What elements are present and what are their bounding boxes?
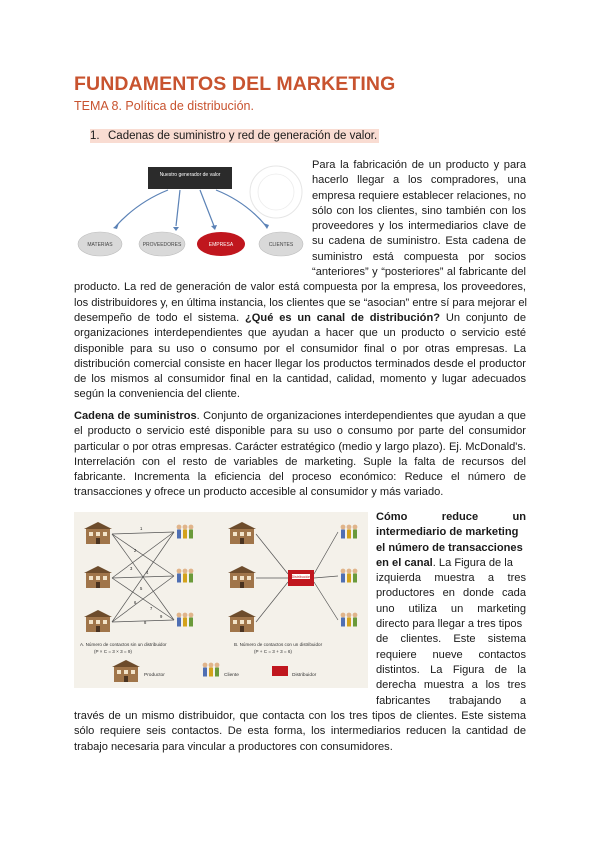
- text-line: directo para llegar a tres tipos: [376, 618, 523, 631]
- caption-right: B. Número de contactos con un distribuidor: [234, 642, 323, 647]
- text-run: desempeño de todo el sistema.: [74, 311, 240, 324]
- question-heading: ¿Qué es un canal de distribución?: [245, 311, 441, 324]
- contact-line: [256, 582, 288, 622]
- contact-line: [256, 534, 288, 574]
- text-line: el producto o servicio esté disponible para su uso o consumo por parte del consumidor: [74, 425, 526, 438]
- formula-left: (P × C = 3 × 3 = 9): [94, 649, 132, 654]
- contact-number: 1: [140, 526, 143, 531]
- producer-icon: [84, 522, 112, 544]
- customer-icon: [341, 613, 358, 627]
- node-clientes-label: CLIENTES: [268, 242, 294, 248]
- arrow-3: [200, 190, 214, 226]
- contact-number: 4: [146, 570, 149, 575]
- intermediary-contacts-diagram: [74, 512, 368, 688]
- legend-customer: Cliente: [224, 673, 239, 678]
- formula-right: (P + C = 3 + 3 = 6): [254, 649, 292, 654]
- text-line: transacciones y ofrece un producto accesible al consumidor y más variado.: [74, 486, 444, 499]
- text-line: proveedores y los intermediarios clave de: [312, 220, 526, 233]
- producer-icon: [228, 522, 256, 544]
- text-line: productores en donde cada: [376, 587, 526, 600]
- contact-line: [112, 532, 174, 578]
- arrowhead-3: [211, 225, 217, 230]
- text-line: distribución comercial consiste en hacer llegar los productos terminados desde el productor: [74, 357, 526, 370]
- text-line: Interrelación con el resto de variables de marketing. Suple la falta de recursos del: [74, 455, 526, 468]
- page-title: FUNDAMENTOS DEL MARKETING: [74, 73, 396, 95]
- legend-distributor-icon: [272, 666, 288, 676]
- node-materias-label: MATERIAS: [87, 242, 113, 248]
- customer-icon: [177, 569, 194, 583]
- node-empresa-label: EMPRESA: [208, 242, 234, 248]
- text-line: intermediario de marketing: [376, 526, 519, 539]
- text-run: . Conjunto de organizaciones interdependientes que ayudan a que: [196, 410, 526, 422]
- direct-contact-lines: [112, 532, 174, 622]
- text-line: producto. La red de generación de valor está compuesta por la empresa, los proveedores,: [74, 281, 526, 294]
- text-line: particular o por otras empresas. Carácter estratégico (medio y largo plazo). Ej. McDonald's.: [74, 440, 526, 453]
- section-heading: [90, 129, 379, 143]
- text-line: sólo requiere seis contactos. De esta forma, los intermediarios reducen la cantidad de: [74, 725, 526, 738]
- page-subtitle: TEMA 8. Política de distribución.: [74, 99, 254, 113]
- text-line: [74, 409, 526, 424]
- text-line: distintos. La Figura de la: [376, 663, 526, 676]
- contact-number: 7: [150, 606, 153, 611]
- text-line: los distribuidores y, en última instancia, los clientes que se “asocian” entre sí para mejorar el: [74, 296, 528, 309]
- contact-number: 9: [160, 614, 163, 619]
- intro-paragraph-wrap: [312, 158, 526, 280]
- value-generator-label: Nuestro generador de valor: [159, 172, 221, 178]
- contact-line: [112, 576, 174, 622]
- contact-line: [112, 620, 174, 622]
- customer-icon: [177, 613, 194, 627]
- text-line: sólo con los clientes, sino también con los: [312, 204, 526, 217]
- text-line: hacerlo llegar a los compradores, una: [312, 174, 526, 187]
- customer-icon: [341, 569, 358, 583]
- contact-number: 8: [144, 620, 147, 625]
- text-run: . La Figura de la: [432, 556, 513, 569]
- contact-number: 3: [130, 566, 133, 571]
- legend-producer: Productor: [144, 673, 165, 678]
- arrowhead-2: [173, 227, 179, 231]
- intermediary-paragraph-wrap: [376, 510, 526, 709]
- value-generator-box: [148, 167, 232, 189]
- text-line: requiere nueve contactos: [376, 648, 526, 661]
- contact-line: [314, 576, 338, 578]
- section-number: 1.: [90, 130, 100, 142]
- text-line: Para la fabricación de un producto y para: [312, 159, 526, 171]
- contact-line: [314, 532, 338, 574]
- contact-numbers: [130, 526, 163, 625]
- text-line: uno utiliza un marketing: [376, 602, 526, 615]
- text-line: [74, 311, 526, 326]
- text-line: fabricantes trabajando a: [376, 694, 526, 707]
- legend-distributor: Distribuidor: [292, 673, 317, 678]
- contact-number: 5: [140, 586, 143, 591]
- text-line: Cómo reduce un: [376, 511, 526, 523]
- legend-producer-icon: [112, 660, 140, 682]
- text-run: Un conjunto de: [445, 311, 526, 324]
- arrow-2: [176, 190, 180, 226]
- arrowhead-1: [113, 223, 119, 229]
- figure-legend: [112, 660, 317, 682]
- intermediary-paragraph-full: [74, 709, 526, 755]
- left-panel: [80, 522, 193, 654]
- text-line: derecha muestra a los tres: [376, 679, 526, 692]
- producer-icon: [84, 610, 112, 632]
- text-line: su cadena de suministro. Esta cadena de: [312, 235, 526, 248]
- contact-line: [112, 532, 174, 622]
- supply-chain-paragraph: [74, 409, 526, 501]
- customer-icon: [177, 525, 194, 539]
- section-title: Cadenas de suministro y red de generación de valor.: [108, 130, 378, 142]
- watermark-seal-inner: [258, 174, 294, 210]
- producer-icon: [84, 566, 112, 588]
- producer-icon: [228, 566, 256, 588]
- contact-number: 6: [134, 600, 137, 605]
- text-line: suministro está compuesta por socios: [312, 250, 526, 263]
- text-line: disponible para su uso o consumo por el consumidor final o por otras empresas. La: [74, 342, 526, 355]
- arrow-1: [116, 190, 168, 226]
- customer-icon: [341, 525, 358, 539]
- text-line: según la conveniencia del cliente.: [74, 388, 240, 401]
- text-line: izquierda muestra a tres: [376, 572, 526, 585]
- arrowheads: [113, 223, 269, 231]
- text-line: “anteriores” y “posteriores” al fabricante del: [312, 266, 526, 279]
- text-line: trabajo necesaria para vincular a productores con consumidores.: [74, 740, 393, 753]
- producer-icon: [228, 610, 256, 632]
- text-line: través de un mismo distribuidor, que contacta con los tres tipos de clientes. Este sistema: [74, 710, 526, 722]
- text-line: [376, 556, 526, 571]
- contact-line: [314, 582, 338, 620]
- text-line: empresa requiere establecer relaciones, no: [312, 189, 526, 202]
- arrowhead-4: [263, 223, 269, 229]
- supply-chain-term: Cadena de suministros: [74, 410, 197, 422]
- value-network-diagram: [76, 162, 304, 266]
- node-proveedores-label: PROVEEDORES: [142, 242, 182, 248]
- text-line: fabricante. Incrementa la eficiencia del proceso económico: Reduce el número de: [74, 471, 526, 484]
- text-line: el número de transacciones: [376, 541, 523, 554]
- legend-customer-icon: [203, 663, 220, 677]
- caption-left: A. Número de contactos sin un distribuidor: [80, 642, 167, 647]
- text-line: de los mismos al consumidor final en la cantidad, calidad, momento y lugar adecuados: [74, 373, 526, 386]
- intro-paragraph-full: [74, 280, 526, 402]
- text-line: de clientes. Este sistema: [376, 633, 526, 646]
- right-panel: [228, 522, 357, 654]
- diagram-arrows: [116, 190, 266, 226]
- text-line: organizaciones interdependientes que ayudan a hacer que un producto o servicio esté: [74, 327, 526, 340]
- contact-number: 2: [134, 548, 137, 553]
- contact-line: [112, 532, 174, 534]
- bold-run: en el canal: [376, 556, 433, 569]
- distributor-label: Distribución: [291, 575, 311, 579]
